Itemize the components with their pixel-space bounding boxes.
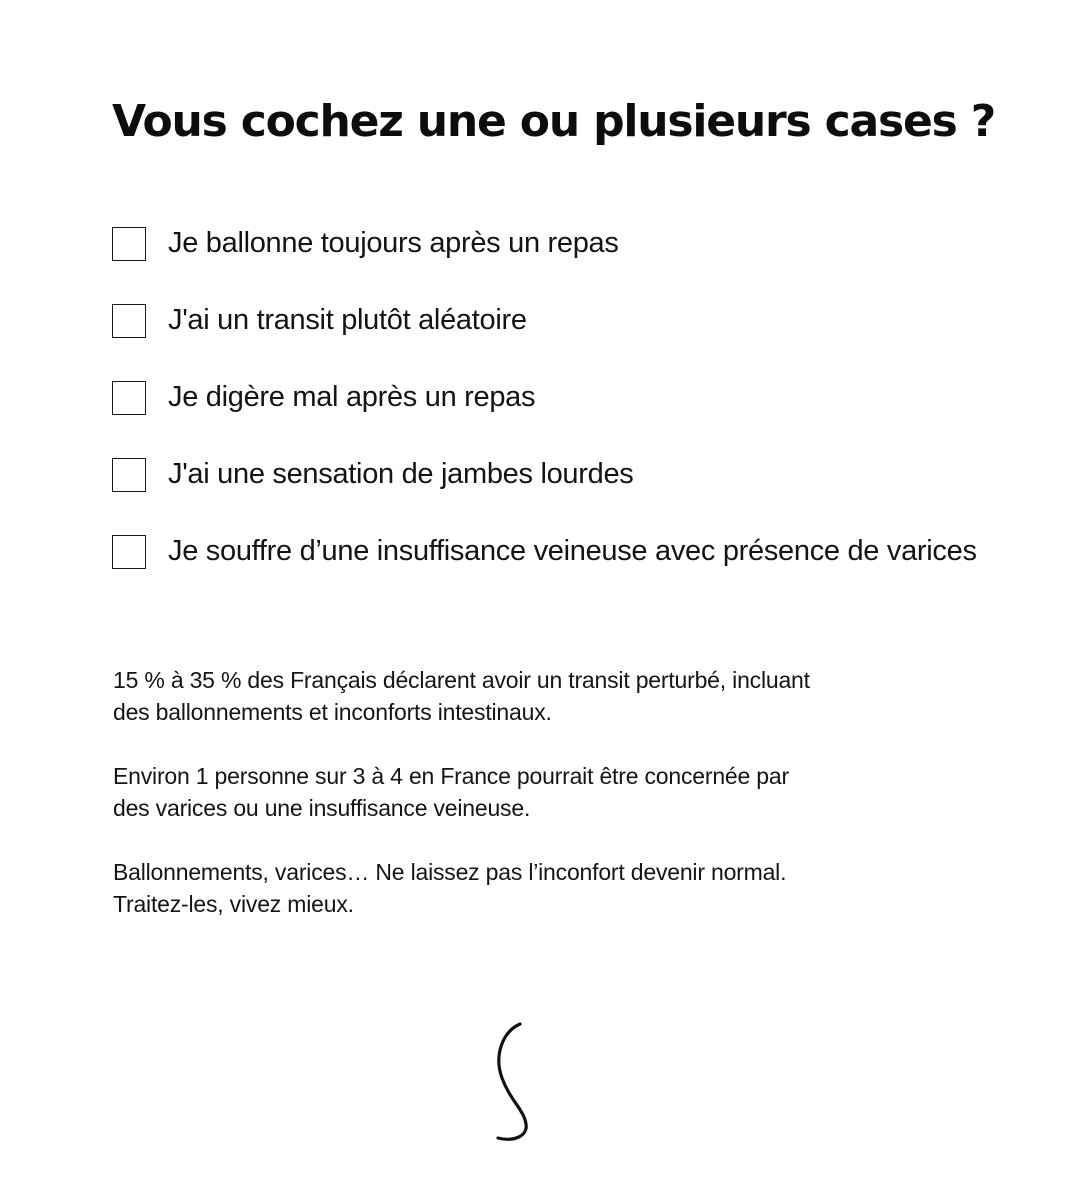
checkbox[interactable] (112, 458, 146, 492)
checkbox[interactable] (112, 535, 146, 569)
checklist-item-label: Je digère mal après un repas (168, 381, 536, 413)
checklist-item-label: Je ballonne toujours après un repas (168, 227, 619, 259)
checklist-item[interactable] (112, 205, 977, 282)
page-title: Vous cochez une ou plusieurs cases ? (112, 96, 996, 147)
stat-transit-paragraph: 15 % à 35 % des Français déclarent avoir un transit perturbé, incluant des ballonnements et inconforts intestinaux. (113, 667, 810, 725)
checklist-item[interactable] (112, 359, 977, 436)
checklist-item-label: J'ai une sensation de jambes lourdes (168, 458, 634, 490)
checklist-item[interactable] (112, 436, 977, 513)
checklist-item-label: J'ai un transit plutôt aléatoire (168, 304, 527, 336)
checklist-item-label: Je souffre d’une insuffisance veineuse avec présence de varices (168, 535, 977, 567)
closing-paragraph: Ballonnements, varices… Ne laissez pas l’inconfort devenir normal. Traitez-les, vivez mieux. (113, 859, 787, 917)
info-text-block (113, 664, 813, 952)
checkbox[interactable] (112, 381, 146, 415)
stat-varices-paragraph: Environ 1 personne sur 3 à 4 en France pourrait être concernée par des varices ou une insuffisance veineuse. (113, 763, 789, 821)
checkbox[interactable] (112, 227, 146, 261)
checklist-item[interactable] (112, 282, 977, 359)
s-curve-logo-icon (490, 1018, 536, 1144)
checklist-item[interactable] (112, 513, 977, 590)
symptom-checklist (112, 205, 977, 590)
checkbox[interactable] (112, 304, 146, 338)
